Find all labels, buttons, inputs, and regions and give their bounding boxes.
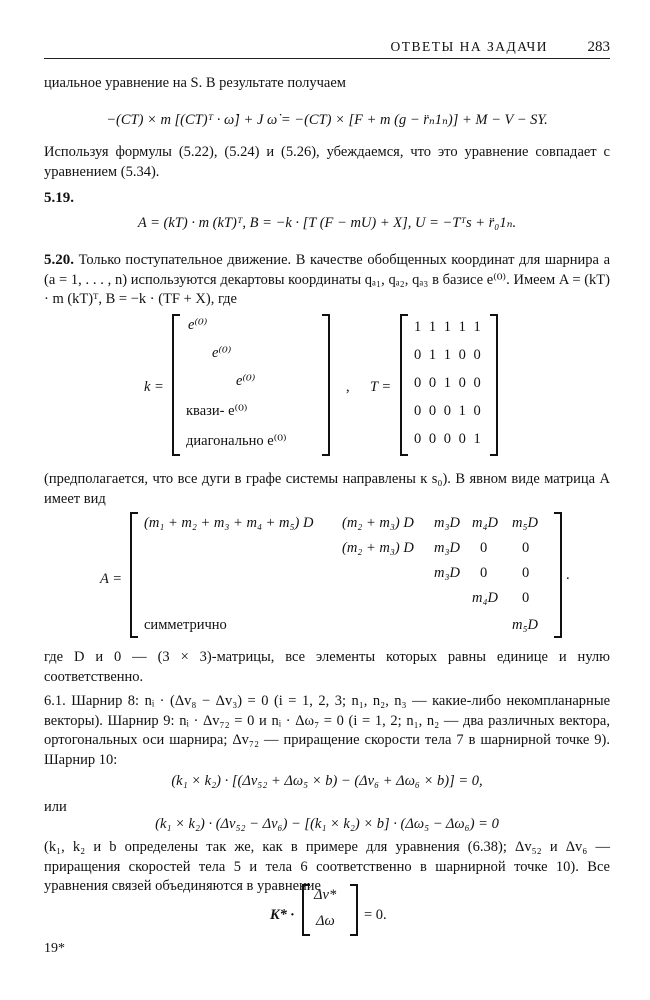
final-vector-left-bracket — [302, 884, 310, 936]
matrix-A-r2-c3: m₃D — [434, 540, 460, 556]
matrix-k-row-2: e⁽⁰⁾ — [212, 345, 232, 361]
matrix-T-row-5: 0 0 0 0 1 — [414, 431, 483, 447]
matrix-k — [172, 314, 330, 456]
section-5-19-number: 5.19. — [44, 190, 74, 206]
matrix-T-right-bracket — [490, 314, 498, 456]
word-or: или — [44, 799, 67, 815]
equation-6-1-b: (k₁ × k₂) · (Δv₅₂ − Δv₆) − [(k₁ × k₂) × b] · (Δω₅ − Δω₆) = 0 — [155, 816, 499, 832]
matrix-A — [130, 512, 562, 638]
matrix-separator: , — [346, 379, 350, 395]
matrix-A-label: A = — [100, 571, 123, 587]
matrix-T — [400, 314, 498, 456]
final-equation-rhs: = 0. — [364, 907, 387, 923]
equation-5-19: A = (kT) · m (kT)ᵀ, B = −k · [T (F − mU) + X], U = −Tᵀs + r̈₀1ₙ. — [137, 215, 517, 231]
matrix-A-r3-c3: m₃D — [434, 565, 460, 581]
matrix-k-left-bracket — [172, 314, 180, 456]
equation-1: −(CT) × m [(CT)ᵀ · ω̇] + J ω̇ = −(CT) × [F + m (g − r̈ₙ1ₙ)] + M − V − SY. — [106, 112, 548, 128]
matrix-T-row-3: 0 0 1 0 0 — [414, 375, 483, 391]
matrix-k-right-bracket — [322, 314, 330, 456]
matrix-A-r3-c5: 0 — [522, 565, 530, 581]
matrix-A-r2-c2: (m₂ + m₃) D — [342, 540, 414, 556]
matrix-A-r2-c5: 0 — [522, 540, 530, 556]
matrix-T-row-1: 1 1 1 1 1 — [414, 319, 483, 335]
matrix-A-right-bracket — [554, 512, 562, 638]
matrix-A-r4-c5: 0 — [522, 590, 530, 606]
matrix-A-r2-c4: 0 — [480, 540, 488, 556]
matrix-k-row-5: диагонально e⁽⁰⁾ — [186, 433, 287, 449]
matrix-A-r1-c5: m₅D — [512, 515, 538, 531]
paragraph-formulas: Используя формулы (5.22), (5.24) и (5.26), убеждаемся, что это уравнение совпадает с уравнением (5.34). — [44, 144, 610, 180]
page — [44, 0, 610, 1000]
final-equation-lhs: K* · — [270, 907, 295, 923]
matrix-T-row-2: 0 1 1 0 0 — [414, 347, 483, 363]
paragraph-constraints: (k₁, k₂ и b определены так же, как в примере для уравнения (6.38); Δv₅₂ и Δv₆ — приращения скоростей тела 5 и тела 6 соответственно в шарнирной точке 10). Все уравнения связей объединяются в уравнение — [44, 839, 610, 895]
signature-mark: 19* — [44, 941, 65, 956]
header-title: ОТВЕТЫ НА ЗАДАЧИ — [390, 39, 548, 54]
final-equation-vector — [302, 884, 358, 936]
equation-6-1-a: (k₁ × k₂) · [(Δv₅₂ + Δω₅ × b) − (Δv₆ + Δω₆ × b)] = 0, — [171, 773, 483, 789]
matrix-A-r1-c2: (m₂ + m₃) D — [342, 515, 414, 531]
section-5-20-number: 5.20. — [44, 252, 74, 268]
matrix-A-r1-c3: m₃D — [434, 515, 460, 531]
matrix-A-left-bracket — [130, 512, 138, 638]
matrix-k-label: k = — [144, 379, 164, 395]
matrix-A-r5-c5: m₅D — [512, 617, 538, 633]
matrix-A-r4-c4: m₄D — [472, 590, 498, 606]
matrix-A-r1-c4: m₄D — [472, 515, 498, 531]
matrix-A-end: . — [566, 567, 570, 583]
paragraph-arcs: (предполагается, что все дуги в графе системы направлены к s₀). В явном виде матрица A имеет вид — [44, 471, 610, 507]
paragraph-intro: циальное уравнение на S. В результате получаем — [44, 75, 346, 91]
paragraph-5-20 — [44, 250, 610, 310]
matrix-T-label: T = — [370, 379, 392, 395]
matrix-A-r3-c4: 0 — [480, 565, 488, 581]
paragraph-D-zero: где D и 0 — (3 × 3)-матрицы, все элементы которых равны единице и нулю соответственно. — [44, 649, 610, 685]
paragraph-6-1: 6.1. Шарнир 8: nᵢ · (Δv₈ − Δv₃) = 0 (i = 1, 2, 3; n₁, n₂, n₃ — какие-либо некомпланарные векторы). Шарнир 9: nᵢ · Δv₇₂ = 0 и nᵢ · Δω₇ = 0 (i = 1, 2; n₁, n₂ — два различных вектора, ортогональных оси шарнира; Δv₇₂ — приращение скорости тела 7 в шарнирной точке 9). Шарнир 10: — [44, 693, 610, 768]
final-vector-row-2: Δω — [316, 913, 335, 929]
running-header — [44, 38, 610, 59]
final-vector-right-bracket — [350, 884, 358, 936]
final-vector-row-1: Δv* — [314, 887, 337, 903]
matrix-T-left-bracket — [400, 314, 408, 456]
page-number: 283 — [587, 39, 610, 55]
matrix-T-row-4: 0 0 0 1 0 — [414, 403, 483, 419]
matrix-k-row-3: e⁽⁰⁾ — [236, 373, 256, 389]
matrix-k-row-1: e⁽⁰⁾ — [188, 317, 208, 333]
matrix-A-symmetric-note: симметрично — [144, 617, 227, 633]
matrix-A-r1-c1: (m₁ + m₂ + m₃ + m₄ + m₅) D — [144, 515, 314, 531]
matrix-k-row-4: квази- e⁽⁰⁾ — [186, 403, 248, 419]
paragraph-5-20-text: Только поступательное движение. В качестве обобщенных координат для шарнира a (a = 1, . . . , n) используются декартовы координаты qₐ₁, qₐ₂, qₐ₃ в базисе e⁽⁰⁾. Имеем A = (kT) · m (kT)ᵀ, B = −k · (TF + X), где — [44, 252, 611, 308]
